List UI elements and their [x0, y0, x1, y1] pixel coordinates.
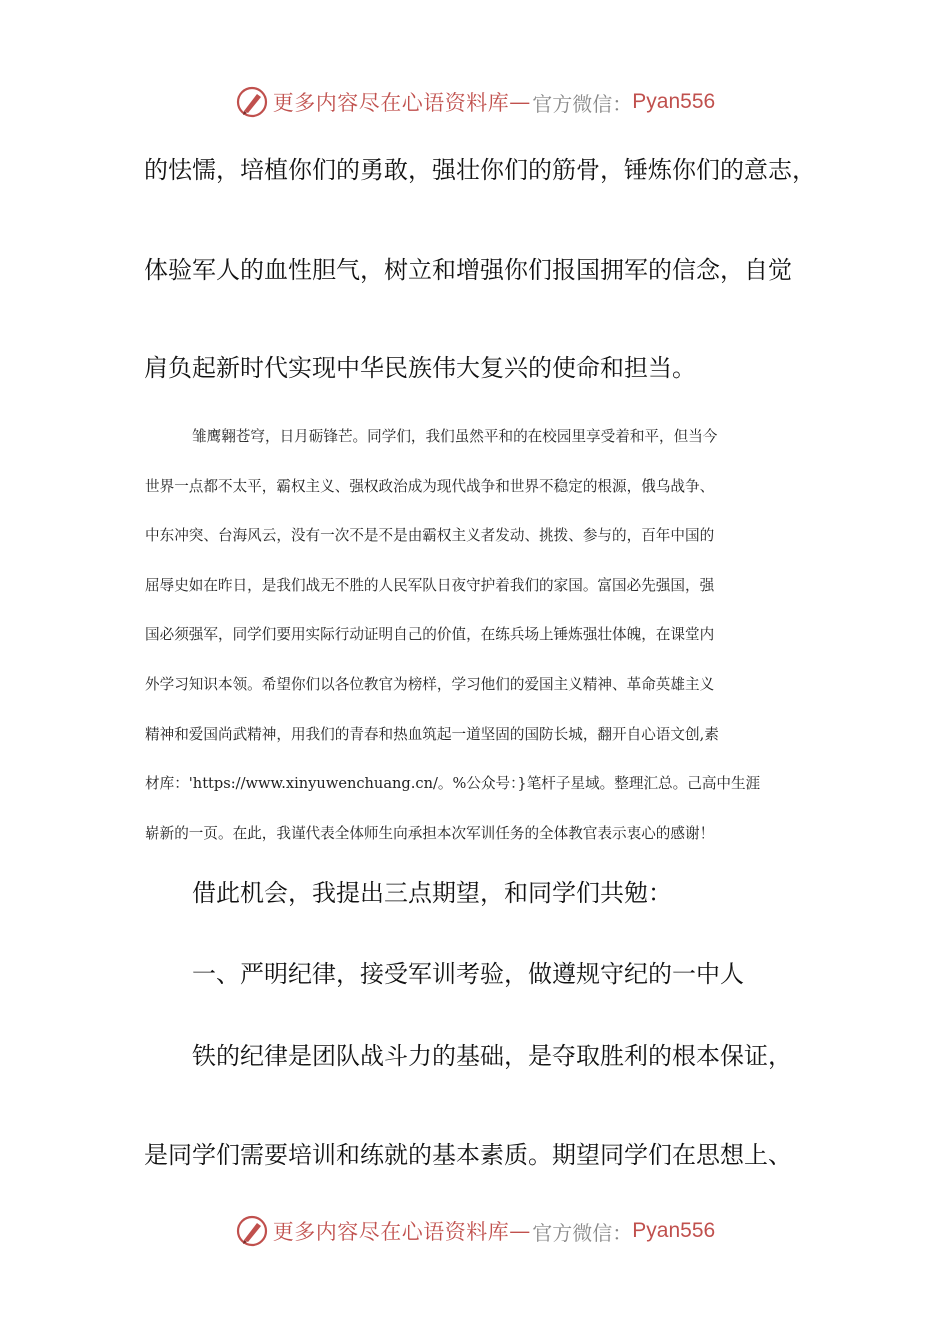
header-banner	[0, 82, 950, 122]
paragraph-line: 中东冲突、台海风云，没有一次不是不是由霸权主义者发动、挑拨、参与的，百年中国的	[145, 527, 715, 545]
paragraph-line: 雏鹰翱苍穹，日月砺锋芒。同学们，我们虽然平和的在校园里享受着和平，但当今	[192, 428, 718, 445]
paragraph-line: 外学习知识本领。希望你们以各位教官为榜样，学习他们的爱国主义精神、革命英雄主义	[145, 675, 715, 693]
banner-wechat-id: Pyan556	[632, 1219, 716, 1242]
paragraph-line: 崭新的一页。在此，我谨代表全体师生向承担本次军训任务的全体教官表示衷心的感谢！	[145, 824, 715, 842]
banner-title: 更多内容尽在心语资料库	[272, 1220, 510, 1244]
paragraph-line: 精神和爱国尚武精神，用我们的青春和热血筑起一道坚固的国防长城，翻开自心语文创,素	[145, 725, 719, 743]
paragraph-line: 材库：'https://www.xinyuwenchuang.cn/。%公众号：}笔杆子星域。整理汇总。己高中生涯	[145, 775, 761, 793]
intro-line-2: 体验军人的血性胆气，树立和增强你们报国拥军的信念，自觉	[144, 256, 792, 284]
paragraph-line: 国必须强军，同学们要用实际行动证明自己的价值，在练兵场上锤炼强壮体魄，在课堂内	[145, 626, 715, 644]
point-one-heading: 一、严明纪律，接受军训考验，做遵规守纪的一中人	[192, 960, 744, 988]
footer-banner	[0, 1211, 950, 1251]
banner-wechat-label: 官方微信：	[532, 91, 633, 116]
paragraph-line: 屈辱史如在昨日，是我们战无不胜的人民军队日夜守护着我们的家国。富国必先强国，强	[145, 576, 715, 594]
point-one-line-1: 铁的纪律是团队战斗力的基础，是夺取胜利的根本保证，	[192, 1042, 792, 1070]
point-one-line-2: 是同学们需要培训和练就的基本素质。期望同学们在思想上、	[144, 1141, 792, 1169]
banner-separator: —	[509, 1219, 531, 1243]
banner-wechat-id: Pyan556	[632, 90, 716, 113]
banner-separator: —	[509, 90, 531, 114]
intro-line-1: 的怯懦，培植你们的勇敢，强壮你们的筋骨，锤炼你们的意志，	[144, 156, 816, 184]
paragraph-line: 世界一点都不太平，霸权主义、强权政治成为现代战争和世界不稳定的根源，俄乌战争、	[145, 477, 715, 495]
pen-logo-icon	[235, 1214, 269, 1248]
intro-line-3: 肩负起新时代实现中华民族伟大复兴的使命和担当。	[144, 354, 696, 382]
banner-wechat-label: 官方微信：	[532, 1220, 633, 1245]
expectations-intro: 借此机会，我提出三点期望，和同学们共勉：	[192, 879, 672, 907]
inserted-paragraph	[145, 422, 815, 868]
pen-logo-icon	[235, 85, 269, 119]
banner-title: 更多内容尽在心语资料库	[272, 91, 510, 115]
